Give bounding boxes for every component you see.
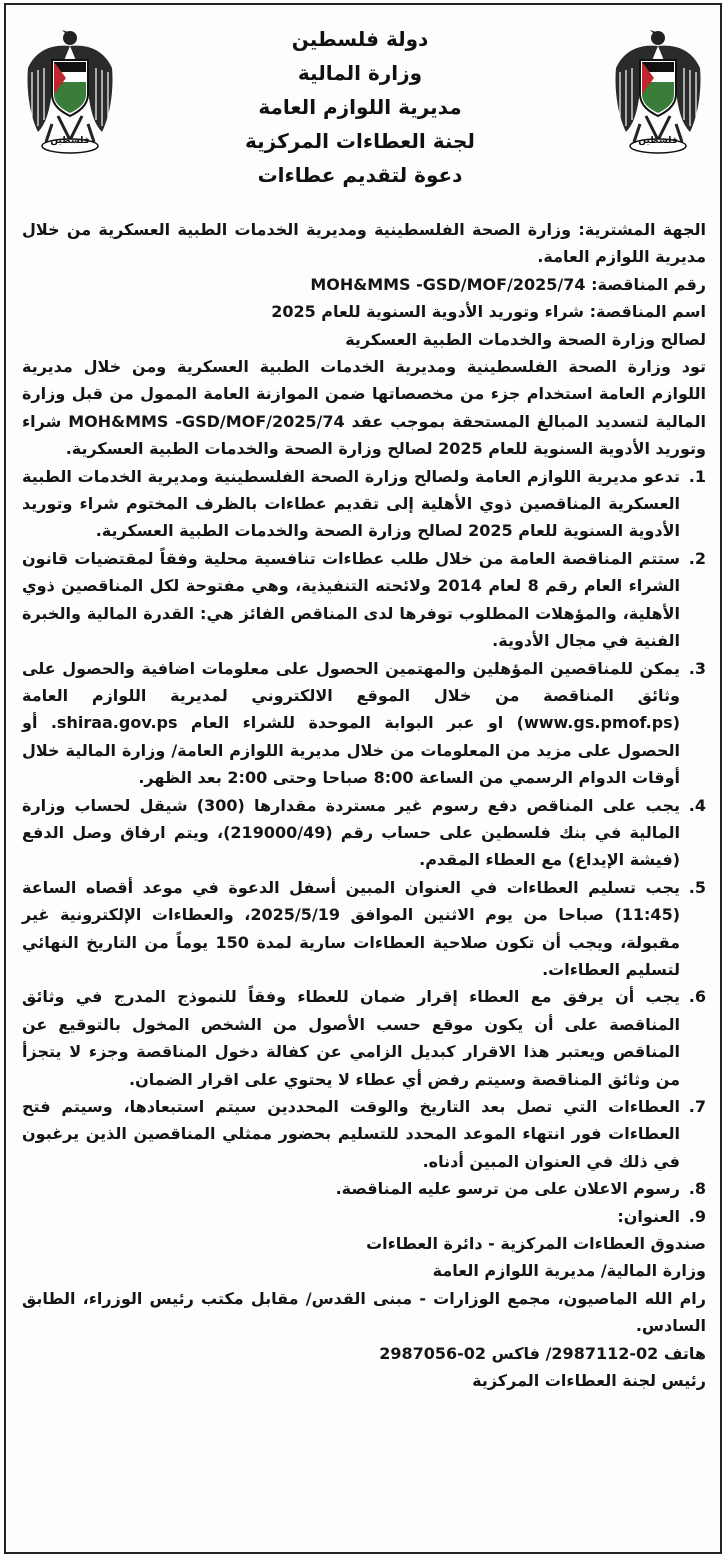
header-invitation-title: دعوة لتقديم عطاءات <box>257 163 463 187</box>
emblem-caption: فلسطين <box>638 136 678 146</box>
notice-header <box>130 22 590 192</box>
item-number: 7. <box>688 1097 706 1116</box>
notice-body <box>22 216 706 1394</box>
tender-name-line-2: لصالح وزارة الصحة والخدمات الطبية العسكرية <box>345 329 706 349</box>
header-directorate: مديرية اللوازم العامة <box>258 95 462 119</box>
tender-number-line <box>22 271 706 298</box>
tender-name-line <box>22 298 706 325</box>
address-line-3: رام الله الماصيون، مجمع الوزارات - مبنى القدس/ مقابل مكتب رئيس الوزراء، الطابق السادس. <box>22 1288 706 1336</box>
palestine-eagle-emblem-left <box>22 20 118 160</box>
item-text: تدعو مديرية اللوازم العامة ولصالح وزارة الصحة الفلسطينية ومديرية الخدمات الطبية العسكرية المناقصين ذوي الأهلية إلى تقديم عطاءات بالظرف المختوم شراء وتوريد الأدوية السنوية للعام 2025 لصالح وزارة الصحة والخدمات الطبية العسكرية. <box>22 466 680 541</box>
item-number: 6. <box>688 987 706 1007</box>
address-line-1: صندوق العطاءات المركزية - دائرة العطاءات <box>366 1234 706 1254</box>
item-number: 2. <box>688 548 706 568</box>
list-item <box>22 874 706 984</box>
list-item <box>22 983 706 1093</box>
list-item <box>22 1175 706 1202</box>
item-number: 8. <box>688 1179 706 1199</box>
item-text: يجب تسليم العطاءات في العنوان المبين أسفل الدعوة في موعد أقصاه الساعة (11:45) صباحا من يوم الاثنين الموافق 2025/5/19، والعطاءات الإلكترونية غير مقبولة، ويجب أن تكون صلاحية العطاءات سارية لمدة 150 يوماً من التاريخ النهائي لتسليم العطاءات. <box>22 877 681 979</box>
item-number: 1. <box>688 466 706 486</box>
item-number: 5. <box>688 877 706 897</box>
list-item <box>22 545 706 655</box>
header-committee: لجنة العطاءات المركزية <box>245 129 475 153</box>
item-text: العطاءات التي تصل بعد التاريخ والوقت المحددين سيتم استبعادها، وسيتم فتح العطاءات فور انتهاء الموعد المحدد للتسليم بحضور ممثلي المناقصين الذين يرغبون في ذلك في العنوان المبين أدناه. <box>22 1097 680 1171</box>
palestine-eagle-emblem-right <box>610 20 706 160</box>
buyer-label: الجهة المشترية: <box>578 220 707 239</box>
buyer-value: وزارة الصحة الفلسطينية ومديرية الخدمات الطبية العسكرية من خلال مديرية اللوازم العامة. <box>22 220 706 267</box>
item-text: ستتم المناقصة العامة من خلال طلب عطاءات تنافسية محلية وفقاً لمقتضيات قانون الشراء العام رقم 8 لعام 2014 ولائحته التنفيذية، وهي مفتوحة لكل المناقصين ذوي الأهلية، والمؤهلات المطلوب توفرها لدى المناقص الفائز هي: القدرة المالية والخبرة الفنية في مجال الأدوية. <box>22 548 681 651</box>
item-text: يجب على المناقص دفع رسوم غير مستردة مقدارها (300) شيقل لحساب وزارة المالية في بنك فلسطين على حساب رقم (219000/49)، ويتم ارفاق وصل الدفع (فيشة الإيداع) مع العطاء المقدم. <box>22 795 680 870</box>
intro-text-a: تود وزارة الصحة الفلسطينية ومديرية الخدمات الطبية العسكرية ومن خلال مديرية اللوازم العامة استخدام جزء من مخصصاتها ضمن الموازنة العامة الممول من قبل وزارة المالية لتسديد المبالغ المستحقة بموجب عقد <box>22 357 706 431</box>
list-item <box>22 1203 706 1230</box>
item-text: يجب أن يرفق مع العطاء إقرار ضمان للعطاء وفقاً للنموذج المدرج في وثائق المناقصة على أن يكون موقع حسب الأصول من الشخص المخول بالتوقيع عن المناقص ويعتبر هذا الاقرار كبديل الزامي عن كفالة دخول المناقصة وجزء لا يتجزأ من وثائق المناقصة وسيتم رفض أي عطاء لا يحتوي على اقرار الضمان. <box>22 987 680 1089</box>
item-text: رسوم الاعلان على من ترسو عليه المناقصة. <box>335 1179 680 1199</box>
tender-name-label: اسم المناقصة: <box>589 302 706 322</box>
intro-text-b: شراء وتوريد الأدوية السنوية للعام 2025 لصالح وزارة الصحة والخدمات الطبية العسكرية. <box>22 411 706 459</box>
intro-contract-number: MOH&MMS -GSD/MOF/2025/74 <box>68 411 345 431</box>
item-number: 9. <box>688 1206 706 1226</box>
list-item <box>22 655 706 792</box>
list-item <box>22 792 706 874</box>
header-ministry: وزارة المالية <box>297 61 423 85</box>
emblem-caption: فلسطين <box>50 136 90 146</box>
list-item <box>22 463 706 545</box>
buyer-line <box>22 216 706 271</box>
intro-paragraph <box>22 353 706 463</box>
tender-name-value: شراء وتوريد الأدوية السنوية للعام 2025 <box>271 302 584 322</box>
list-item <box>22 1093 706 1175</box>
item-number: 4. <box>688 795 706 815</box>
item-text: العنوان: <box>617 1206 680 1226</box>
item-text: يمكن للمناقصين المؤهلين والمهتمين الحصول على معلومات اضافية والحصول على وثائق المناقصة من خلال الموقع الالكتروني لمديرية اللوازم العامة (www.gs.pmof.ps) او عبر البوابة الموحدة للشراء العام shiraa.gov.ps. أو الحصول على مزيد من المعلومات من خلال مديرية اللوازم العامة/ وزارة المالية خلال أوقات الدوام الرسمي من الساعة 8:00 صباحا وحتى 2:00 بعد الظهر. <box>22 658 681 788</box>
signature-title: رئيس لجنة العطاءات المركزية <box>472 1371 706 1391</box>
header-state: دولة فلسطين <box>291 27 429 51</box>
address-phone-fax: هاتف 02-2987112/ فاكس 02-2987056 <box>379 1343 706 1363</box>
tender-number-label: رقم المناقصة: <box>591 274 706 294</box>
address-line-2: وزارة المالية/ مديرية اللوازم العامة <box>432 1261 706 1281</box>
item-number: 3. <box>688 658 706 678</box>
tender-number-value: MOH&MMS -GSD/MOF/2025/74 <box>310 274 586 294</box>
